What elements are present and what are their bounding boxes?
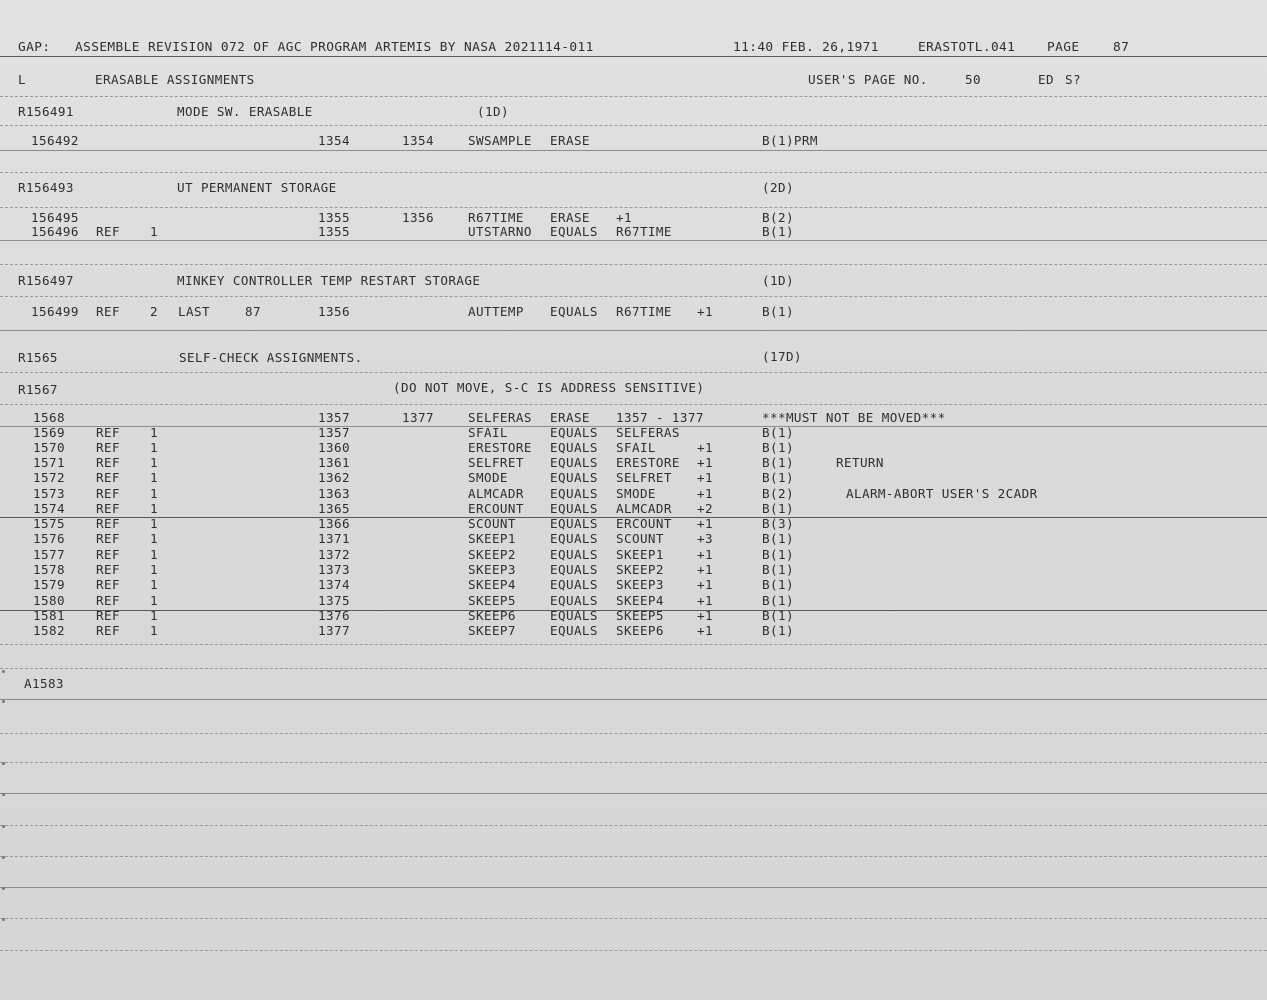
row-refn: 1	[150, 516, 158, 531]
rule	[0, 207, 1267, 208]
row-operand: ERESTORE	[616, 455, 680, 470]
row-op: EQUALS	[550, 577, 598, 592]
row-refn: 1	[150, 562, 158, 577]
row-operand: SFAIL	[616, 440, 656, 455]
row-mod: +1	[697, 440, 713, 455]
row-refn: 1	[150, 440, 158, 455]
rule	[0, 668, 1267, 669]
rule	[0, 296, 1267, 297]
row-addr2: 1356	[402, 210, 434, 225]
row-op: EQUALS	[550, 516, 598, 531]
row-addr: 1357	[318, 425, 350, 440]
rule	[0, 699, 1267, 700]
rule	[0, 172, 1267, 173]
row-refn: 1	[150, 455, 158, 470]
row-refn: 1	[150, 501, 158, 516]
row-label: ALMCADR	[468, 486, 524, 501]
rule	[0, 56, 1267, 57]
row-label: SWSAMPLE	[468, 133, 532, 148]
feed-mark	[2, 887, 5, 890]
row-operand: SCOUNT	[616, 531, 664, 546]
row-op: EQUALS	[550, 470, 598, 485]
line-number: 1579	[33, 577, 65, 592]
row-operand: ALMCADR	[616, 501, 672, 516]
feed-mark	[2, 918, 5, 921]
rule	[0, 856, 1267, 857]
row-last: LAST	[178, 304, 210, 319]
block-id: R156497	[18, 273, 74, 288]
block-title: UT PERMANENT STORAGE	[177, 180, 337, 195]
row-ref: REF	[96, 224, 120, 239]
rule	[0, 372, 1267, 373]
row-bank: B(1)	[762, 455, 794, 470]
row-comment: ALARM-ABORT USER'S 2CADR	[846, 486, 1038, 501]
line-number: 1578	[33, 562, 65, 577]
row-op: EQUALS	[550, 425, 598, 440]
line-number: 156495	[31, 210, 79, 225]
row-operand: R67TIME	[616, 224, 672, 239]
row-bank: B(1)	[762, 224, 794, 239]
row-ref: REF	[96, 623, 120, 638]
row-addr: 1356	[318, 304, 350, 319]
row-ref: REF	[96, 608, 120, 623]
row-mod: +2	[697, 501, 713, 516]
header-time: 11:40 FEB. 26,1971	[733, 40, 879, 55]
row-ref: REF	[96, 440, 120, 455]
row-op: EQUALS	[550, 547, 598, 562]
block-size: (17D)	[762, 349, 802, 364]
row-addr: 1362	[318, 470, 350, 485]
row-mod: +1	[697, 486, 713, 501]
row-op: ERASE	[550, 210, 590, 225]
row-bank: B(1)	[762, 470, 794, 485]
row-label: R67TIME	[468, 210, 524, 225]
row-bank: B(1)	[762, 593, 794, 608]
row-operand: SELFERAS	[616, 425, 680, 440]
line-number: 1580	[33, 593, 65, 608]
row-addr: 1373	[318, 562, 350, 577]
row-label: SELFRET	[468, 455, 524, 470]
line-number: 1569	[33, 425, 65, 440]
row-operand: SKEEP5	[616, 608, 664, 623]
row-bank: B(1)	[762, 440, 794, 455]
row-ref: REF	[96, 455, 120, 470]
row-bank: B(1)	[762, 608, 794, 623]
users-page-number: 50	[965, 72, 981, 87]
row-label: UTSTARNO	[468, 224, 532, 239]
row-bank: B(1)	[762, 623, 794, 638]
ed-label: ED	[1038, 72, 1054, 87]
row-op: EQUALS	[550, 593, 598, 608]
row-operand: SKEEP1	[616, 547, 664, 562]
block-title: MODE SW. ERASABLE	[177, 104, 313, 119]
row-ref: REF	[96, 425, 120, 440]
row-operand: SKEEP3	[616, 577, 664, 592]
row-addr2: 1377	[402, 410, 434, 425]
row-label: SKEEP5	[468, 593, 516, 608]
row-refn: 2	[150, 304, 158, 319]
rule	[0, 644, 1267, 645]
row-mod: +1	[697, 304, 713, 319]
row-comment: RETURN	[836, 455, 884, 470]
row-addr: 1360	[318, 440, 350, 455]
row-addr: 1371	[318, 531, 350, 546]
row-mod: +1	[697, 623, 713, 638]
line-number: 1568	[33, 410, 65, 425]
row-ref: REF	[96, 501, 120, 516]
row-label: SCOUNT	[468, 516, 516, 531]
row-label: SKEEP7	[468, 623, 516, 638]
users-page-label: USER'S PAGE NO.	[808, 72, 928, 87]
row-bank: B(1)	[762, 304, 794, 319]
rule	[0, 240, 1267, 241]
row-bank: B(1)	[762, 577, 794, 592]
row-refn: 1	[150, 547, 158, 562]
row-op: EQUALS	[550, 440, 598, 455]
row-bank: ***MUST NOT BE MOVED***	[762, 410, 946, 425]
row-ref: REF	[96, 531, 120, 546]
row-ref: REF	[96, 470, 120, 485]
row-addr: 1354	[318, 133, 350, 148]
line-number: 1572	[33, 470, 65, 485]
row-bank: B(1)	[762, 547, 794, 562]
block-size: (1D)	[762, 273, 794, 288]
block-title: SELF-CHECK ASSIGNMENTS.	[179, 350, 363, 365]
feed-mark	[2, 670, 5, 673]
row-refn: 1	[150, 593, 158, 608]
s-label: S?	[1065, 72, 1081, 87]
row-refn: 1	[150, 531, 158, 546]
block-id: R1567	[18, 382, 58, 397]
row-ref: REF	[96, 516, 120, 531]
rule	[0, 150, 1267, 151]
row-mod: +1	[697, 455, 713, 470]
row-label: SFAIL	[468, 425, 508, 440]
rule	[0, 762, 1267, 763]
row-addr: 1377	[318, 623, 350, 638]
row-label: SELFERAS	[468, 410, 532, 425]
row-addr: 1372	[318, 547, 350, 562]
block-size: (2D)	[762, 180, 794, 195]
block-title: MINKEY CONTROLLER TEMP RESTART STORAGE	[177, 273, 481, 288]
address-sensitive-note: (DO NOT MOVE, S-C IS ADDRESS SENSITIVE)	[393, 380, 705, 395]
block-id: R156491	[18, 104, 74, 119]
section-title: ERASABLE ASSIGNMENTS	[95, 72, 255, 87]
row-addr: 1355	[318, 210, 350, 225]
row-op: EQUALS	[550, 501, 598, 516]
header-file: ERASTOTL.041	[918, 40, 1016, 55]
row-bank: B(1)	[762, 501, 794, 516]
row-operand: ERCOUNT	[616, 516, 672, 531]
block-size: (1D)	[477, 104, 509, 119]
row-ref: REF	[96, 486, 120, 501]
feed-mark	[2, 856, 5, 859]
row-label: SKEEP2	[468, 547, 516, 562]
line-number: 1574	[33, 501, 65, 516]
row-addr: 1376	[318, 608, 350, 623]
row-addr2: 1354	[402, 133, 434, 148]
row-op: EQUALS	[550, 304, 598, 319]
rule	[0, 887, 1267, 888]
feed-mark	[2, 762, 5, 765]
row-bank: B(2)	[762, 486, 794, 501]
row-mod: +1	[697, 562, 713, 577]
row-bank: B(1)	[762, 562, 794, 577]
row-refn: 1	[150, 224, 158, 239]
header-page-label: PAGE	[1047, 40, 1080, 55]
row-label: ERESTORE	[468, 440, 532, 455]
row-label: SKEEP1	[468, 531, 516, 546]
row-refn: 1	[150, 425, 158, 440]
row-addr: 1374	[318, 577, 350, 592]
row-label: SKEEP3	[468, 562, 516, 577]
feed-mark	[2, 825, 5, 828]
line-number: 1577	[33, 547, 65, 562]
row-ref: REF	[96, 547, 120, 562]
row-ref: REF	[96, 593, 120, 608]
row-mod: +1	[697, 577, 713, 592]
rule	[0, 404, 1267, 405]
feed-mark	[2, 793, 5, 796]
header-title: ASSEMBLE REVISION 072 OF AGC PROGRAM ARTEMIS BY NASA 2021114-011	[75, 40, 594, 55]
header-page-number: 87	[1113, 40, 1130, 55]
row-operand: SELFRET	[616, 470, 672, 485]
row-op: EQUALS	[550, 455, 598, 470]
row-refn: 1	[150, 470, 158, 485]
rule	[0, 825, 1267, 826]
rule	[0, 264, 1267, 265]
line-number: 156492	[31, 133, 79, 148]
row-bank: B(3)	[762, 516, 794, 531]
row-operand: SMODE	[616, 486, 656, 501]
row-label: SKEEP6	[468, 608, 516, 623]
line-number: 156496	[31, 224, 79, 239]
row-op: EQUALS	[550, 224, 598, 239]
line-number: 1570	[33, 440, 65, 455]
feed-mark	[2, 700, 5, 703]
rule	[0, 330, 1267, 331]
row-mod: +1	[697, 608, 713, 623]
row-mod: +1	[697, 593, 713, 608]
row-mod: +1	[697, 547, 713, 562]
row-mod: +1	[697, 516, 713, 531]
block-id: R156493	[18, 180, 74, 195]
subheader-l: L	[18, 72, 26, 87]
rule	[0, 918, 1267, 919]
row-label: SMODE	[468, 470, 508, 485]
row-label: AUTTEMP	[468, 304, 524, 319]
line-number: 1575	[33, 516, 65, 531]
row-operand: SKEEP2	[616, 562, 664, 577]
row-bank: B(2)	[762, 210, 794, 225]
line-number: 156499	[31, 304, 79, 319]
header-gap: GAP:	[18, 40, 51, 55]
rule	[0, 793, 1267, 794]
row-refn: 1	[150, 577, 158, 592]
row-operand: SKEEP4	[616, 593, 664, 608]
row-op: ERASE	[550, 410, 590, 425]
line-number: 1571	[33, 455, 65, 470]
row-addr: 1355	[318, 224, 350, 239]
row-addr: 1363	[318, 486, 350, 501]
row-bank: B(1)	[762, 531, 794, 546]
rule	[0, 950, 1267, 951]
row-mod: +3	[697, 531, 713, 546]
row-ref: REF	[96, 304, 120, 319]
line-number: 1582	[33, 623, 65, 638]
row-addr: 1375	[318, 593, 350, 608]
rule	[0, 96, 1267, 97]
rule	[0, 125, 1267, 126]
row-op: EQUALS	[550, 623, 598, 638]
row-lastn: 87	[245, 304, 261, 319]
rule	[0, 733, 1267, 734]
row-bank: B(1)PRM	[762, 133, 818, 148]
row-op: EQUALS	[550, 562, 598, 577]
line-number: 1573	[33, 486, 65, 501]
footer-id: A1583	[24, 676, 64, 691]
row-label: ERCOUNT	[468, 501, 524, 516]
row-bank: B(1)	[762, 425, 794, 440]
row-operand: +1	[616, 210, 632, 225]
line-number: 1576	[33, 531, 65, 546]
row-op: EQUALS	[550, 608, 598, 623]
row-refn: 1	[150, 623, 158, 638]
row-addr: 1357	[318, 410, 350, 425]
row-addr: 1361	[318, 455, 350, 470]
row-ref: REF	[96, 577, 120, 592]
row-refn: 1	[150, 608, 158, 623]
row-op: EQUALS	[550, 531, 598, 546]
row-label: SKEEP4	[468, 577, 516, 592]
row-addr: 1366	[318, 516, 350, 531]
row-operand: 1357 - 1377	[616, 410, 704, 425]
row-op: ERASE	[550, 133, 590, 148]
row-ref: REF	[96, 562, 120, 577]
row-mod: +1	[697, 470, 713, 485]
row-operand: SKEEP6	[616, 623, 664, 638]
row-op: EQUALS	[550, 486, 598, 501]
row-refn: 1	[150, 486, 158, 501]
block-id: R1565	[18, 350, 58, 365]
line-number: 1581	[33, 608, 65, 623]
row-addr: 1365	[318, 501, 350, 516]
row-operand: R67TIME	[616, 304, 672, 319]
